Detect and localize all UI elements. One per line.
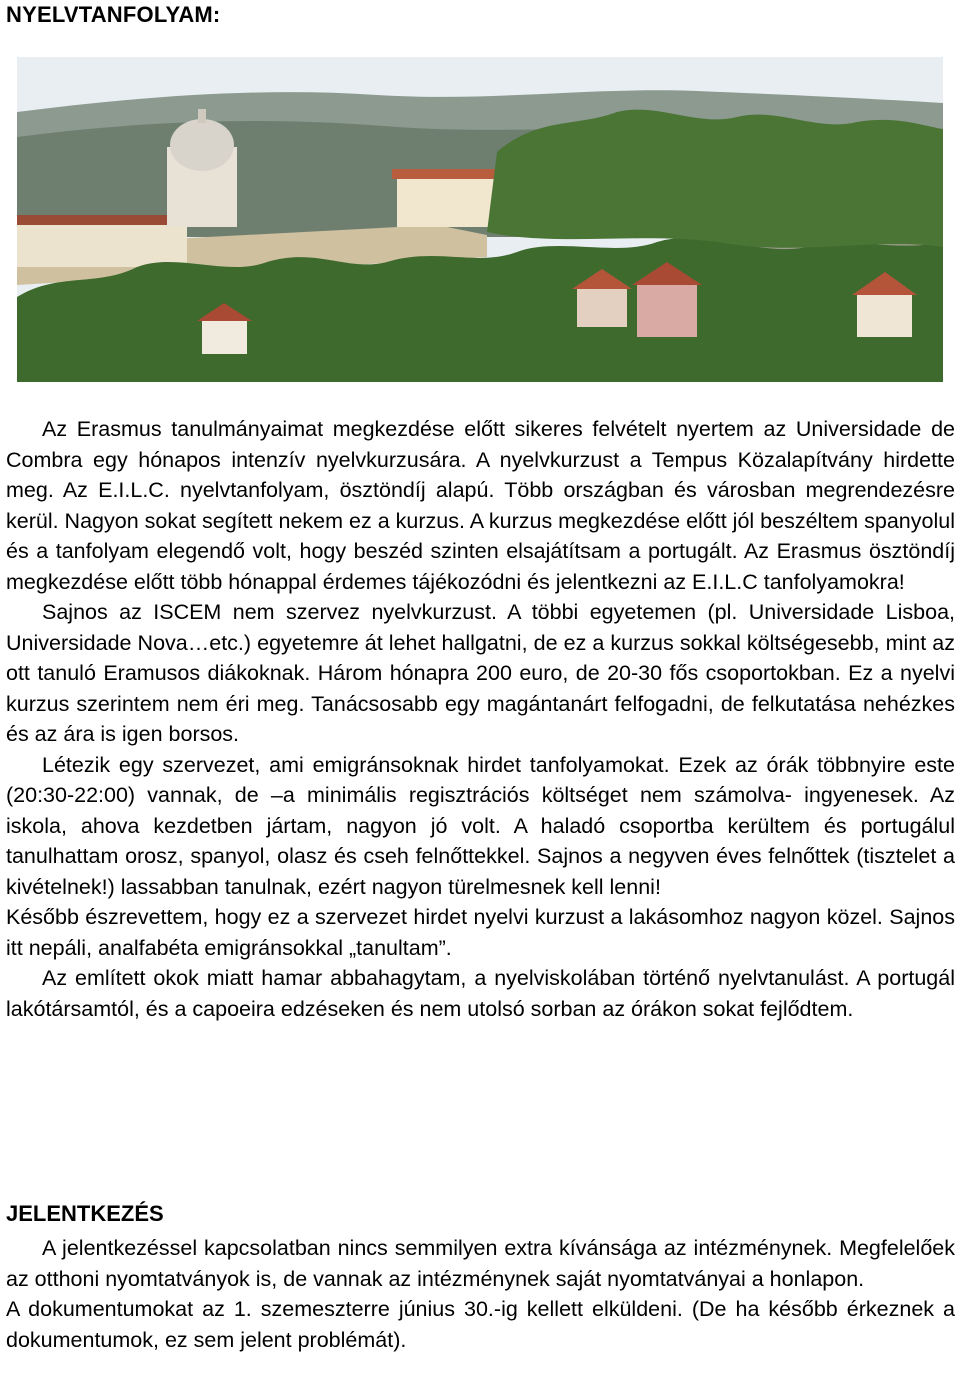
section-2-paragraph-1: A jelentkezéssel kapcsolatban nincs semmilyen extra kívánsága az intézménynek. Megfelelőek az otthoni nyomtatványok is, de vannak az intézménynek saját nyomtatványai a honlapon. bbox=[6, 1236, 955, 1291]
house-4 bbox=[202, 319, 247, 354]
coimbra-city-photo bbox=[17, 57, 943, 382]
paragraph-1: Az Erasmus tanulmányaimat megkezdése előtt sikeres felvételt nyertem az Universidade de Combra egy hónapos intenzív nyelvkurzusára. A nyelvkurzust a Tempus Közalapítvány hirdette meg. Az E.I.L.C. nyelvtanfolyam, ösztöndíj alapú. Több országban és városban megrendezésre kerül. Nagyon sokat segített nekem ez a kurzus. A kurzus megkezdése előtt jól beszéltem spanyolul és a tanfolyam elegendő volt, hogy beszéd szinten elsajátítsam a portugált. Az Erasmus ösztöndíj megkezdése előtt több hónappal érdemes tájékozódni és jelentkezni az E.I.L.C tanfolyamokra! bbox=[6, 417, 955, 594]
page-heading: NYELVTANFOLYAM: bbox=[6, 2, 221, 27]
trees-right bbox=[487, 110, 943, 248]
long-building-roof bbox=[17, 215, 187, 225]
section-2-text bbox=[6, 1233, 955, 1355]
church-lantern bbox=[198, 109, 206, 123]
long-building bbox=[17, 222, 187, 267]
paragraph-3: Létezik egy szervezet, ami emigránsoknak hirdet tanfolyamokat. Ezek az órák többnyire este (20:30-22:00) vannak, de –a minimális regisztrációs költséget nem számolva- ingyenesek. Az iskola, ahova kezdetben jártam, nagyon jó volt. A haladó csoportba kerültem és portugálul tanulhattam orosz, spanyol, olasz és cseh felnőttekkel. Sajnos a negyven éves felnőttek (tisztelet a kivételnek!) lassabban tanulnak, ezért nagyon türelmesnek kell lenni! bbox=[6, 752, 955, 899]
house-2 bbox=[637, 282, 697, 337]
church-dome bbox=[170, 119, 234, 171]
city-landscape-image bbox=[17, 57, 943, 382]
house-1 bbox=[577, 287, 627, 327]
paragraph-5: Az említett okok miatt hamar abbahagytam, a nyelviskolában történő nyelvtanulást. A portugál lakótársamtól, és a capoeira edzéseken és nem utolsó sorban az órákon sokat fejlődtem. bbox=[6, 966, 955, 1021]
paragraph-4: Később észrevettem, hogy ez a szervezet hirdet nyelvi kurzust a lakásomhoz nagyon közel. Sajnos itt nepáli, analfabéta emigránsokkal „tanultam”. bbox=[6, 905, 955, 960]
main-text bbox=[6, 414, 955, 1024]
house-3 bbox=[857, 292, 912, 337]
section-heading-jelentkezes: JELENTKEZÉS bbox=[6, 1201, 164, 1226]
paragraph-2: Sajnos az ISCEM nem szervez nyelvkurzust. A többi egyetemen (pl. Universidade Lisboa, Universidade Nova…etc.) egyetemre át lehet hallgatni, de ez a kurzus sokkal költségesebb, mint az ott tanuló Eramusos diákoknak. Három hónapra 200 euro, de 20-30 fős csoportokban. Ez a nyelvi kurzus szerintem nem éri meg. Tanácsosabb egy magántanárt felfogadni, de felkutatása nehézkes és az ára is igen borsos. bbox=[6, 600, 955, 746]
section-2-paragraph-2: A dokumentumokat az 1. szemeszterre június 30.-ig kellett elküldeni. (De ha később érkeznek a dokumentumok, ez sem jelent problémát). bbox=[6, 1297, 955, 1352]
